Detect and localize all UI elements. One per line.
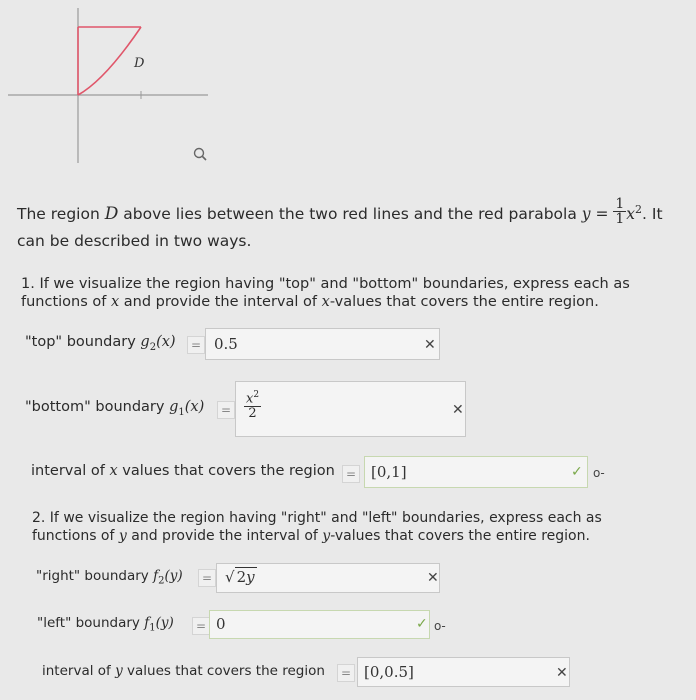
correct-icon: ✓ [416,616,428,632]
key-icon[interactable]: o‑ [593,466,605,480]
part2-line-2: functions of y and provide the interval of y-values that covers the entire region. [32,528,590,544]
left-boundary-input[interactable]: 0 ✓ [209,610,430,639]
key-icon[interactable]: o‑ [434,619,446,633]
right-boundary-label: "right" boundary $f_2(y)$ [36,568,183,587]
intro-line-2: can be described in two ways. [17,232,252,250]
part1-line-1: 1. If we visualize the region having "top" and "bottom" boundaries, express each as [21,276,630,292]
region-graph [0,0,220,170]
bottom-fraction: $\frac{x^2}{2}$ [246,390,260,422]
red-parabola [78,27,141,95]
bottom-equals: = [217,401,235,419]
zoom-icon[interactable] [192,146,208,162]
y-interval-label: interval of y values that covers the region [42,663,325,679]
x-interval-input[interactable]: [0,1] ✓ [364,456,588,488]
bottom-boundary-label: "bottom" boundary $g_1(x)$ [25,399,205,418]
y-interval-input[interactable]: [0,0.5] ✕ [357,657,570,687]
top-boundary-input[interactable]: 0.5 ✕ [205,328,440,360]
parabola-fraction: $\frac{1}{1}$ [615,196,625,228]
left-equals: = [192,617,210,635]
top-equals: = [187,336,205,354]
right-equals: = [198,569,216,587]
sqrt-expression: √ 2y [225,568,255,586]
x-interval-equals: = [342,465,360,483]
incorrect-icon: ✕ [427,570,439,586]
y-interval-equals: = [337,664,355,682]
intro-line-1: The region D above lies between the two red lines and the red parabola y = $\frac{1}{1}$ $x^2$. It [17,196,663,228]
right-boundary-input[interactable] [216,563,440,593]
left-boundary-label: "left" boundary $f_1(y)$ [37,615,174,634]
part2-line-1: 2. If we visualize the region having "right" and "left" boundaries, express each as [32,510,602,526]
x-interval-label: interval of x values that covers the region [31,463,335,479]
incorrect-icon: ✕ [452,402,464,418]
bottom-boundary-input[interactable] [235,381,466,437]
region-label: D [134,56,145,71]
correct-icon: ✓ [571,464,583,480]
incorrect-icon: ✕ [556,665,568,681]
part1-line-2: functions of x and provide the interval of x-values that covers the entire region. [21,294,599,310]
top-boundary-label: "top" boundary $g_2(x)$ [25,334,176,353]
incorrect-icon: ✕ [424,337,436,353]
